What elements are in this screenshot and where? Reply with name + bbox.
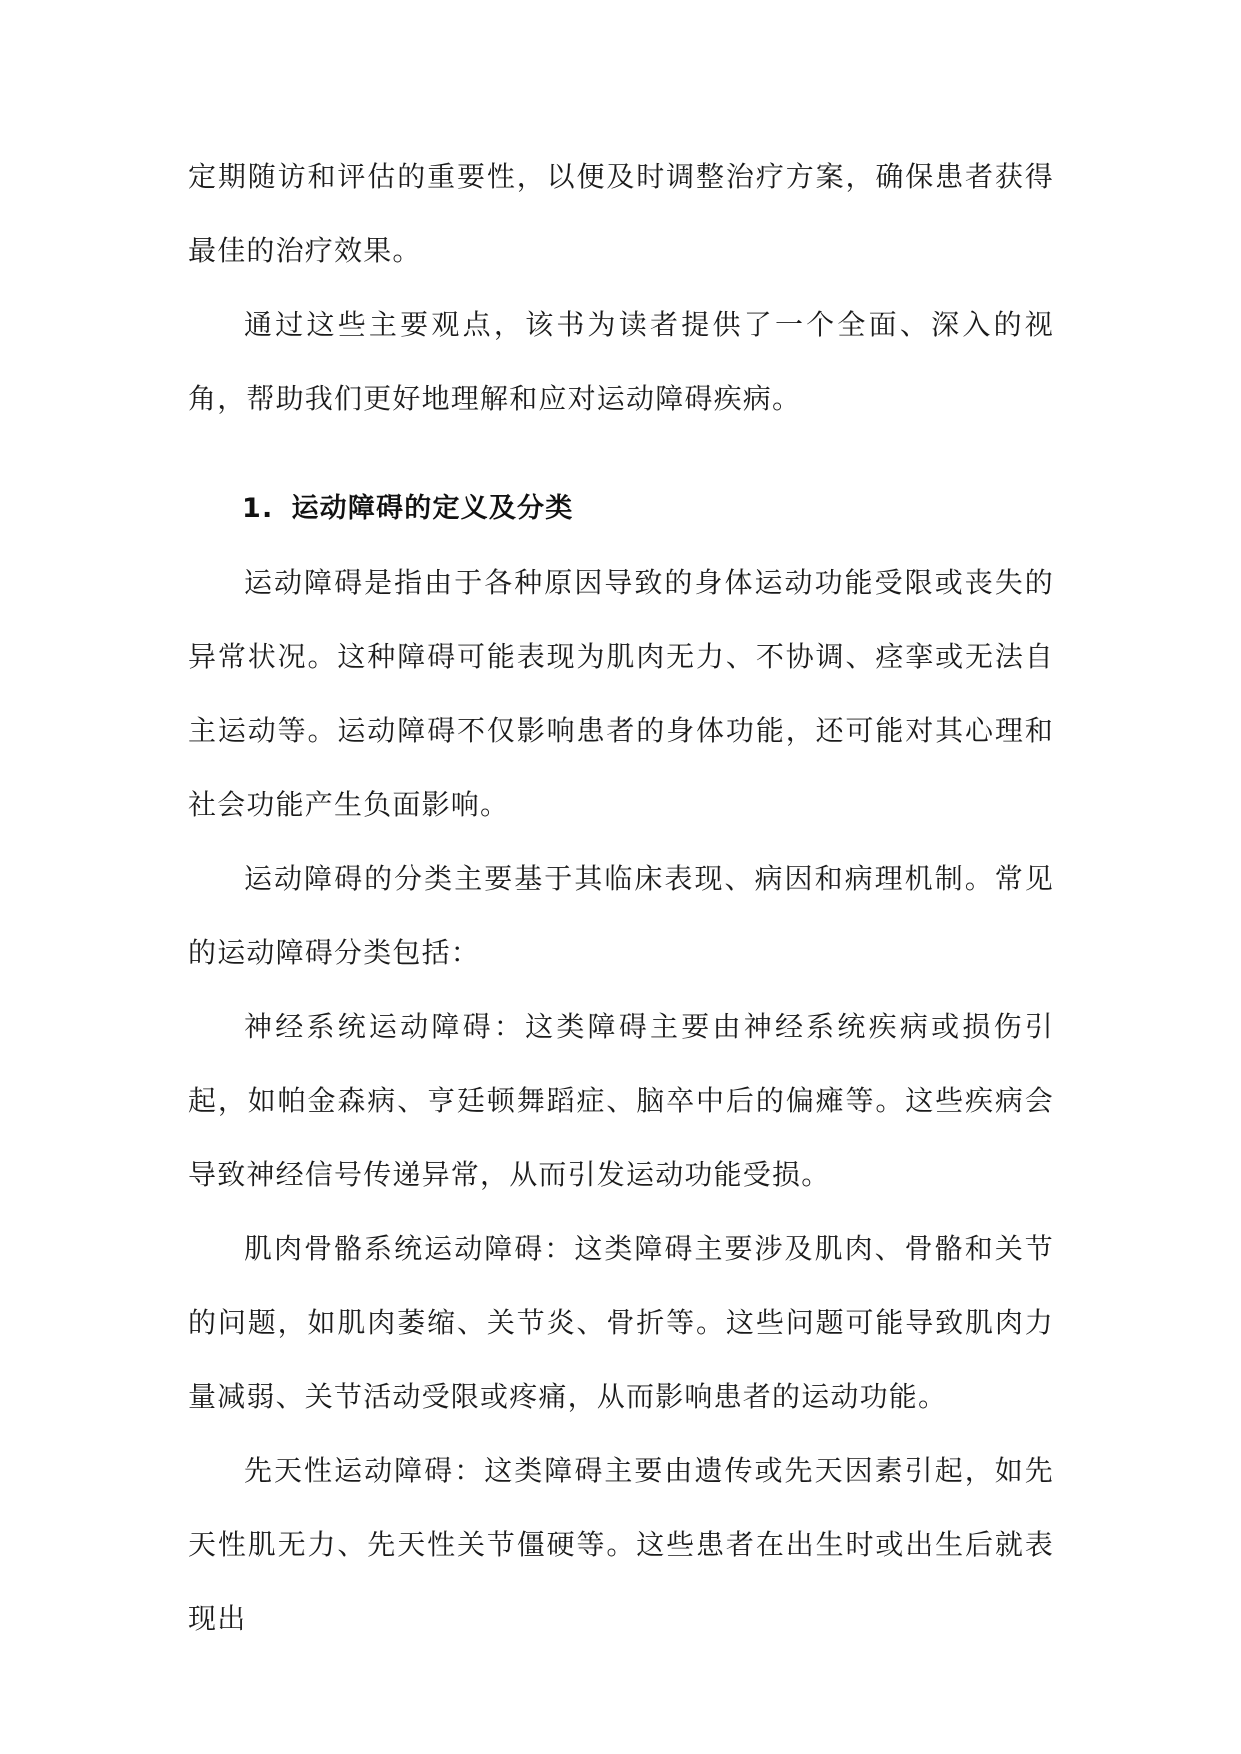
document-body: [188, 140, 1054, 1656]
paragraph-continued: 定期随访和评估的重要性，以便及时调整治疗方案，确保患者获得最佳的治疗效果。: [188, 160, 1054, 267]
paragraph-musculoskeletal: 肌肉骨骼系统运动障碍：这类障碍主要涉及肌肉、骨骼和关节的问题，如肌肉萎缩、关节炎、骨折等。这些问题可能导致肌肉力量减弱、关节活动受限或疼痛，从而影响患者的运动功能。: [188, 1232, 1054, 1413]
paragraph-summary: 通过这些主要观点，该书为读者提供了一个全面、深入的视角，帮助我们更好地理解和应对运动障碍疾病。: [188, 308, 1054, 415]
paragraph-congenital: 先天性运动障碍：这类障碍主要由遗传或先天因素引起，如先天性肌无力、先天性关节僵硬等。这些患者在出生时或出生后就表现出: [188, 1454, 1054, 1635]
paragraph-neurological: 神经系统运动障碍：这类障碍主要由神经系统疾病或损伤引起，如帕金森病、亨廷顿舞蹈症、脑卒中后的偏瘫等。这些疾病会导致神经信号传递异常，从而引发运动功能受损。: [188, 1010, 1054, 1191]
paragraph-definition: 运动障碍是指由于各种原因导致的身体运动功能受限或丧失的异常状况。这种障碍可能表现为肌肉无力、不协调、痉挛或无法自主运动等。运动障碍不仅影响患者的身体功能，还可能对其心理和社会功能产生负面影响。: [188, 566, 1054, 821]
section-heading: [188, 472, 1054, 546]
paragraph-classification-intro: 运动障碍的分类主要基于其临床表现、病因和病理机制。常见的运动障碍分类包括：: [188, 862, 1054, 969]
section-number: 1.: [242, 493, 274, 524]
section-title: 运动障碍的定义及分类: [291, 493, 574, 524]
